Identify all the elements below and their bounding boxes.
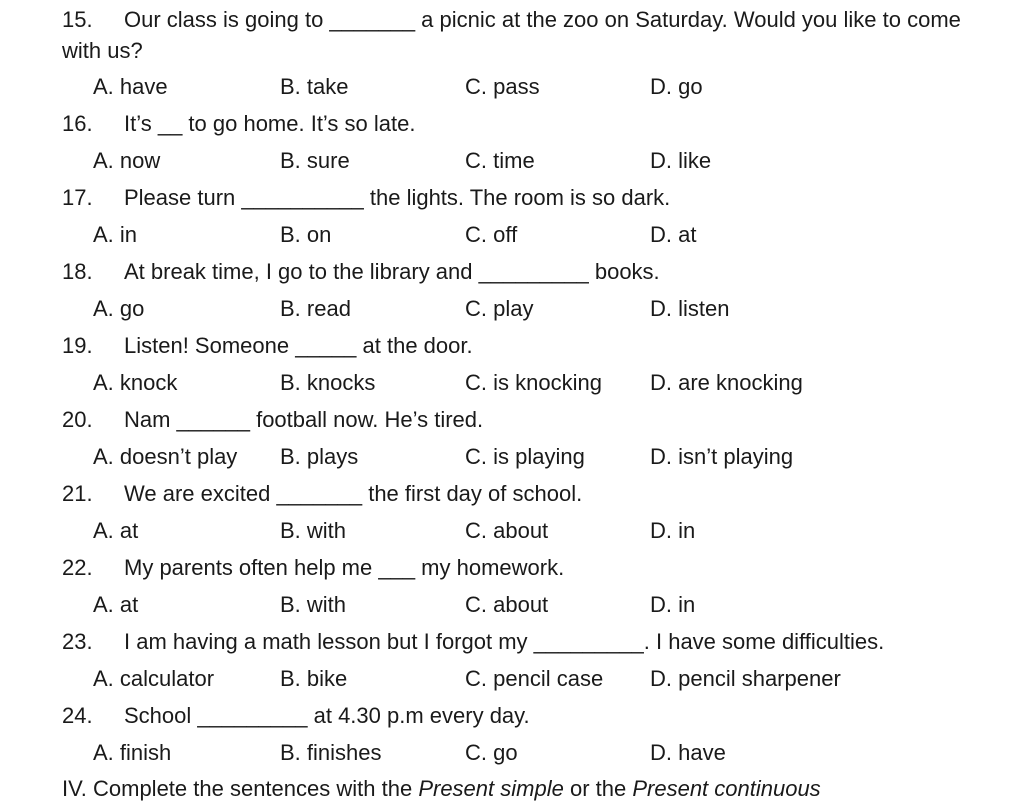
option-c: C. pencil case	[465, 666, 604, 691]
option-a: A. at	[93, 592, 139, 617]
question-text: I am having a math lesson but I forgot my _________. I have some difficulties.	[124, 629, 885, 654]
option-c: C. pass	[465, 74, 540, 99]
option-b: B. with	[280, 592, 347, 617]
option-d: D. like	[650, 148, 712, 173]
option-c: C. go	[465, 740, 518, 765]
option-d: D. listen	[650, 296, 730, 321]
question-19	[62, 331, 972, 361]
option-d: D. in	[650, 518, 696, 543]
question-text: Please turn __________ the lights. The room is so dark.	[124, 185, 671, 210]
options-23	[93, 664, 993, 694]
option-c: C. play	[465, 296, 534, 321]
option-b: B. on	[280, 222, 332, 247]
question-text: We are excited _______ the first day of school.	[124, 481, 583, 506]
question-22	[62, 553, 972, 583]
option-a: A. now	[93, 148, 161, 173]
options-21	[93, 516, 993, 546]
options-24	[93, 738, 993, 768]
option-c: C. time	[465, 148, 535, 173]
option-a: A. in	[93, 222, 138, 247]
question-number: 21.	[62, 481, 93, 506]
question-number: 17.	[62, 185, 93, 210]
question-text: My parents often help me ___ my homework.	[124, 555, 565, 580]
option-d: D. go	[650, 74, 703, 99]
question-text: Nam ______ football now. He’s tired.	[124, 407, 484, 432]
question-number: 23.	[62, 629, 93, 654]
question-23	[62, 627, 972, 657]
section-iv-heading	[62, 774, 821, 804]
option-d: D. have	[650, 740, 726, 765]
question-15	[62, 4, 972, 66]
option-a: A. have	[93, 74, 168, 99]
question-18	[62, 257, 972, 287]
options-17	[93, 220, 993, 250]
option-d: D. in	[650, 592, 696, 617]
question-number: 15.	[62, 7, 93, 32]
options-15	[93, 72, 993, 102]
option-d: D. isn’t playing	[650, 444, 794, 469]
question-16	[62, 109, 972, 139]
option-c: C. about	[465, 518, 549, 543]
question-number: 19.	[62, 333, 93, 358]
option-b: B. finishes	[280, 740, 382, 765]
question-20	[62, 405, 972, 435]
question-number: 20.	[62, 407, 93, 432]
option-a: A. calculator	[93, 666, 215, 691]
option-a: A. finish	[93, 740, 172, 765]
option-d: D. pencil sharpener	[650, 666, 841, 691]
option-d: D. are knocking	[650, 370, 803, 395]
option-c: C. about	[465, 592, 549, 617]
question-number: 22.	[62, 555, 93, 580]
options-19	[93, 368, 993, 398]
section-term-present-simple: Present simple	[418, 776, 564, 801]
options-16	[93, 146, 993, 176]
option-c: C. is playing	[465, 444, 585, 469]
section-term-present-continuous: Present continuous	[632, 776, 821, 801]
option-b: B. sure	[280, 148, 350, 173]
question-text: School _________ at 4.30 p.m every day.	[124, 703, 530, 728]
question-number: 24.	[62, 703, 93, 728]
section-mid: or the	[569, 776, 627, 801]
option-b: B. plays	[280, 444, 359, 469]
options-18	[93, 294, 993, 324]
question-number: 16.	[62, 111, 93, 136]
question-number: 18.	[62, 259, 93, 284]
option-c: C. is knocking	[465, 370, 602, 395]
option-a: A. doesn’t play	[93, 444, 238, 469]
option-b: B. take	[280, 74, 349, 99]
question-21	[62, 479, 972, 509]
option-a: A. go	[93, 296, 145, 321]
question-24	[62, 701, 972, 731]
option-b: B. knocks	[280, 370, 376, 395]
options-20	[93, 442, 993, 472]
section-lead: IV. Complete the sentences with the	[62, 776, 413, 801]
option-b: B. bike	[280, 666, 348, 691]
option-c: C. off	[465, 222, 518, 247]
option-d: D. at	[650, 222, 697, 247]
question-17	[62, 183, 972, 213]
option-b: B. with	[280, 518, 347, 543]
option-b: B. read	[280, 296, 351, 321]
options-22	[93, 590, 993, 620]
question-text: At break time, I go to the library and _________ books.	[124, 259, 660, 284]
question-text: Listen! Someone _____ at the door.	[124, 333, 473, 358]
option-a: A. knock	[93, 370, 178, 395]
question-text: Our class is going to _______ a picnic at the zoo on Saturday. Would you like to come with us?	[62, 7, 961, 63]
question-text: It’s __ to go home. It’s so late.	[124, 111, 416, 136]
option-a: A. at	[93, 518, 139, 543]
